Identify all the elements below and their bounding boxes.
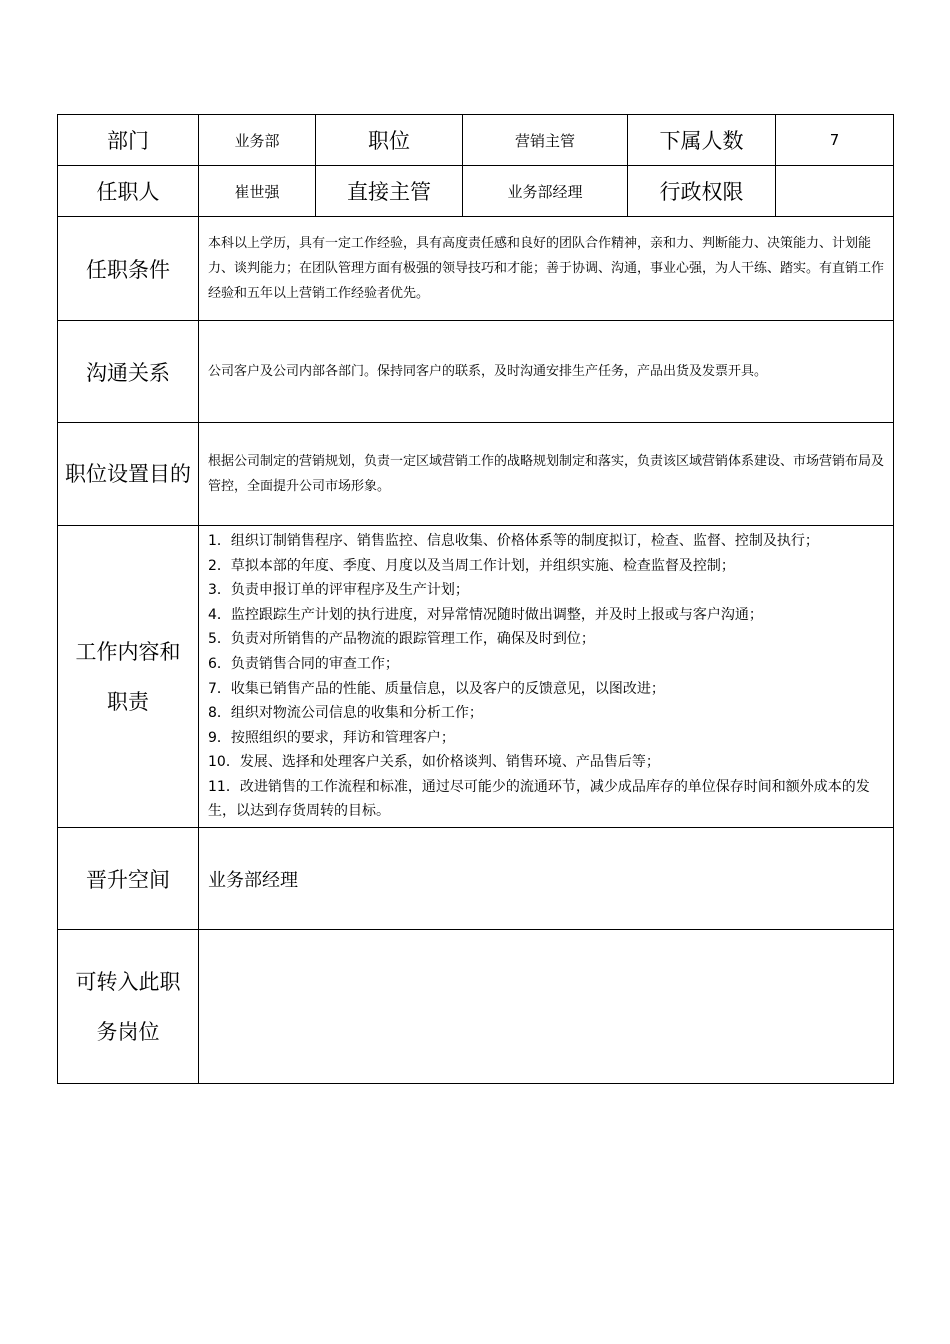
- duty-item: 10．发展、选择和处理客户关系，如价格谈判、销售环境、产品售后等；: [208, 754, 660, 771]
- purpose-label: 职位设置目的: [58, 423, 199, 526]
- duty-item: 7．收集已销售产品的性能、质量信息，以及客户的反馈意见，以图改进；: [208, 680, 665, 697]
- row-promotion: [58, 828, 894, 930]
- duty-item: 2．草拟本部的年度、季度、月度以及当周工作计划，并组织实施、检查监督及控制；: [208, 557, 735, 574]
- authority-value: [776, 166, 894, 217]
- promotion-label: 晋升空间: [58, 828, 199, 930]
- duties-list: [199, 526, 894, 828]
- duty-item: 4．监控跟踪生产计划的执行进度，对异常情况随时做出调整，并及时上报或与客户沟通；: [208, 606, 763, 623]
- duty-item: 6．负责销售合同的审查工作；: [208, 655, 399, 672]
- holder-label: 任职人: [58, 166, 199, 217]
- job-description-table: [57, 114, 894, 1084]
- subordinates-label: 下属人数: [628, 115, 776, 166]
- supervisor-value: 业务部经理: [463, 166, 628, 217]
- promotion-text: 业务部经理: [199, 828, 894, 930]
- duty-item: 5．负责对所销售的产品物流的跟踪管理工作，确保及时到位；: [208, 631, 595, 648]
- row-qualifications: [58, 217, 894, 321]
- row-department: [58, 115, 894, 166]
- position-label: 职位: [316, 115, 463, 166]
- communication-label: 沟通关系: [58, 321, 199, 423]
- supervisor-label: 直接主管: [316, 166, 463, 217]
- duty-item: 1．组织订制销售程序、销售监控、信息收集、价格体系等的制度拟订，检查、监督、控制及执行；: [208, 532, 819, 549]
- transfer-label: 可转入此职务岗位: [58, 930, 199, 1084]
- row-holder: [58, 166, 894, 217]
- dept-label: 部门: [58, 115, 199, 166]
- row-communication: [58, 321, 894, 423]
- duty-item: 9．按照组织的要求，拜访和管理客户；: [208, 729, 455, 746]
- position-value: 营销主管: [463, 115, 628, 166]
- duty-item: 11．改进销售的工作流程和标准，通过尽可能少的流通环节，减少成品库存的单位保存时间和额外成本的发生，以达到存货周转的目标。: [208, 778, 870, 820]
- row-duties: [58, 526, 894, 828]
- duty-item: 8．组织对物流公司信息的收集和分析工作；: [208, 705, 483, 722]
- row-purpose: [58, 423, 894, 526]
- qualifications-label: 任职条件: [58, 217, 199, 321]
- dept-value: 业务部: [199, 115, 316, 166]
- authority-label: 行政权限: [628, 166, 776, 217]
- qualifications-text: 本科以上学历，具有一定工作经验，具有高度责任感和良好的团队合作精神，亲和力、判断能力、决策能力、计划能力、谈判能力；在团队管理方面有极强的领导技巧和才能；善于协调、沟通，事业心强，为人干练、踏实。有直销工作经验和五年以上营销工作经验者优先。: [199, 217, 894, 321]
- transfer-text: [199, 930, 894, 1084]
- purpose-text: 根据公司制定的营销规划，负责一定区域营销工作的战略规划制定和落实，负责该区域营销体系建设、市场营销布局及管控，全面提升公司市场形象。: [199, 423, 894, 526]
- row-transfer: [58, 930, 894, 1084]
- subordinates-value: 7: [776, 115, 894, 166]
- duties-label: 工作内容和职责: [58, 526, 199, 828]
- holder-value: 崔世强: [199, 166, 316, 217]
- duty-item: 3．负责申报订单的评审程序及生产计划；: [208, 582, 469, 599]
- communication-text: 公司客户及公司内部各部门。保持同客户的联系，及时沟通安排生产任务，产品出货及发票开具。: [199, 321, 894, 423]
